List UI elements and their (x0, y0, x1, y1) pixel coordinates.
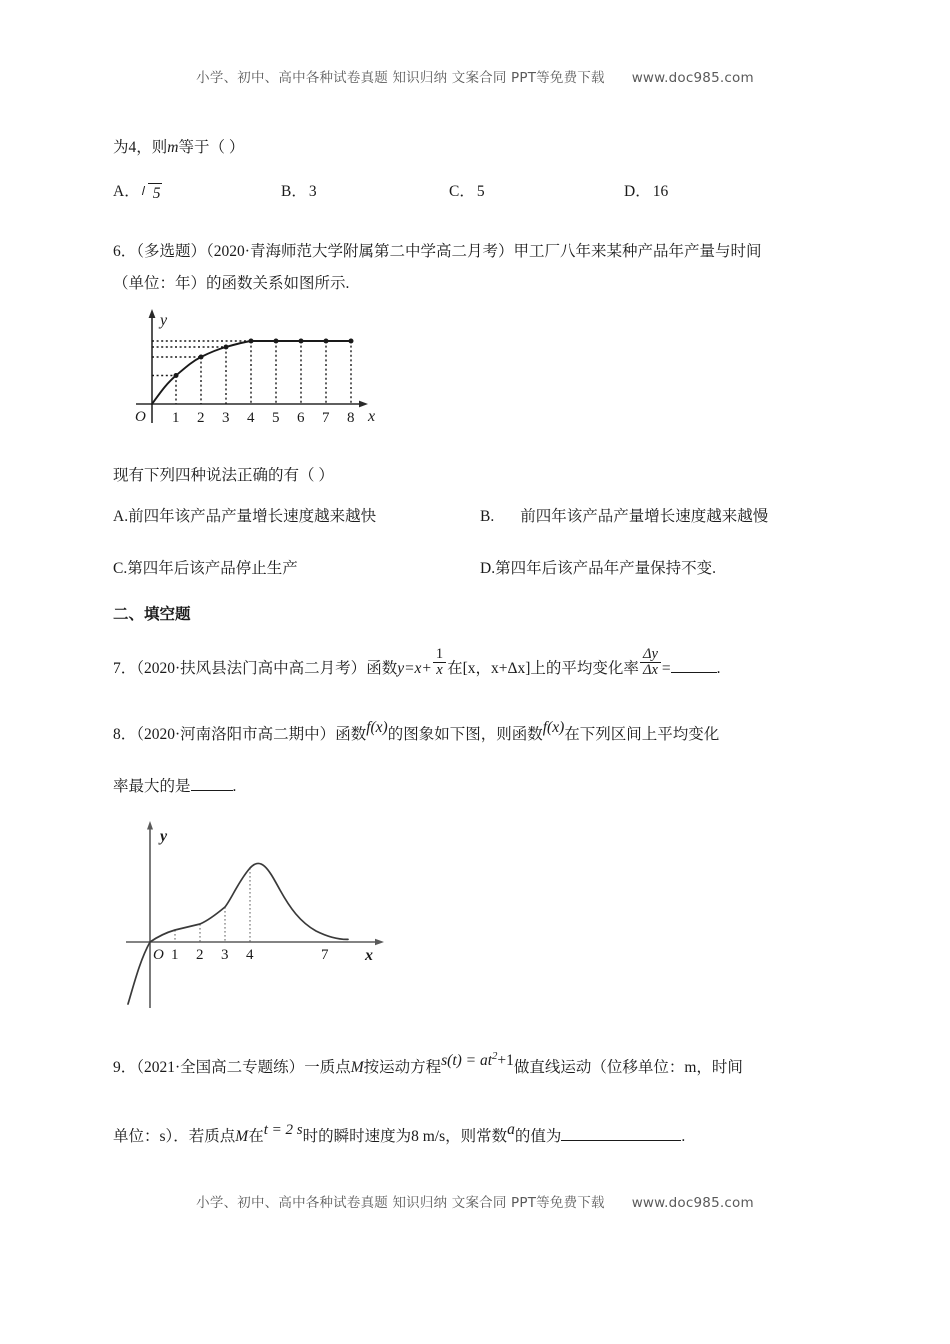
q9-text-2: 按运动方程 (363, 1059, 442, 1077)
q5-option-c-label: C． (449, 183, 475, 200)
q6-option-d-text: 第四年后该产品年产量保持不变. (495, 560, 716, 577)
q5-option-b-label: B． (281, 183, 307, 200)
q6-option-b-text: 前四年该产品产量增长速度越来越慢 (520, 508, 769, 525)
figure1-x-tick-5: 5 (272, 410, 280, 426)
q6-stem-1: 甲工厂八年来某种产品年产量与时间 (513, 243, 762, 260)
q9-text-1: 一质点 (304, 1059, 351, 1077)
q8-period: . (232, 778, 237, 795)
figure1-x-tick-3: 3 (222, 410, 230, 426)
figure1-x-tick-6: 6 (297, 410, 305, 426)
figure2-origin-label: O (153, 947, 164, 963)
q6-option-c-text: 第四年后该产品停止生产 (127, 560, 298, 577)
q5-option-d-label: D． (624, 183, 651, 200)
q5-option-a-label: A． (113, 183, 140, 200)
q7-function-lhs: y=x+ (397, 659, 432, 677)
q9-constant-a: a (507, 1120, 515, 1138)
question-8-stem-line-2 (113, 775, 236, 798)
q7-source: （2020·扶风县法门高中高二月考） (136, 659, 367, 677)
q9-particle-m-1: M (350, 1059, 364, 1077)
q6-number: 6． (113, 243, 137, 260)
q8-function-notation-2: f(x) (542, 718, 565, 736)
q9-text-4: 单位：s）．若质点 (113, 1128, 236, 1145)
q9-number: 9． (113, 1059, 137, 1077)
q9-text-7: 的值为 (514, 1128, 562, 1145)
figure1-origin-label: O (135, 409, 146, 425)
q7-period: . (716, 659, 721, 677)
sqrt-icon (142, 182, 163, 205)
q7-rate-denominator: Δx (640, 662, 661, 678)
q7-number: 7． (113, 659, 137, 677)
question-9-stem-line-2 (113, 1120, 686, 1149)
q5-option-c (449, 180, 624, 203)
q6-option-d-label: D. (480, 560, 496, 577)
q8-answer-blank[interactable] (191, 790, 233, 791)
q9-particle-m-2: M (235, 1128, 249, 1145)
q7-rate-numerator: Δy (642, 646, 658, 663)
q7-interval-text: 在[x，x+Δx]上的平均变化率 (447, 659, 639, 677)
q8-function-notation-1: f(x) (366, 718, 388, 736)
q9-equation-lhs: s(t) = at (441, 1051, 493, 1069)
q7-equals: = (661, 659, 671, 677)
q5-option-d-value: 16 (652, 183, 669, 200)
q5-option-a (113, 180, 281, 205)
q5-stem-post: 等于（ ） (178, 139, 245, 156)
figure2-x-tick-3: 3 (221, 947, 229, 963)
q8-text-3: 在下列区间上平均变化 (564, 726, 720, 743)
q9-equation-rhs: +1 (497, 1051, 514, 1069)
question-6-option-a (113, 505, 376, 528)
header-watermark-text: 小学、初中、高中各种试卷真题 知识归纳 文案合同 PPT等免费下载 (196, 70, 605, 86)
figure-fx-graph (120, 808, 410, 1018)
q6-source: （2020·青海师范大学附属第二中学高二月考） (206, 243, 514, 260)
q5-option-c-value: 5 (476, 183, 485, 200)
q6-option-a-text: 前四年该产品产量增长速度越来越快 (128, 508, 377, 525)
q5-stem-pre: 为4，则 (113, 139, 168, 156)
figure-production-vs-time (130, 305, 390, 440)
question-6-option-d (480, 557, 716, 580)
question-6-stem-line-2: （单位：年）的函数关系如图所示. (113, 275, 350, 292)
fraction-one-over-x (433, 647, 446, 679)
question-6-stem-line-1 (113, 240, 761, 263)
figure1-x-tick-7: 7 (322, 410, 330, 426)
figure2-x-tick-7: 7 (321, 947, 329, 963)
q9-text-3: 做直线运动（位移单位：m，时间 (513, 1059, 743, 1077)
figure2-x-tick-2: 2 (196, 947, 204, 963)
header-watermark (0, 66, 950, 86)
q9-time-condition: t = 2 s (263, 1121, 303, 1138)
q8-text-4: 率最大的是 (113, 778, 191, 795)
q6-option-c-label: C. (113, 560, 128, 577)
figure1-x-tick-1: 1 (172, 410, 180, 426)
figure1-x-axis-label: x (368, 408, 376, 425)
q5-option-d (624, 180, 668, 203)
q9-period: . (681, 1128, 686, 1145)
q5-option-b (281, 180, 449, 203)
question-6-option-c (113, 557, 298, 580)
figure1-x-tick-4: 4 (247, 410, 255, 426)
q9-motion-equation (441, 1049, 514, 1072)
q7-answer-blank[interactable] (671, 672, 717, 673)
q9-equation-exponent: 2 (492, 1050, 498, 1062)
figure1-x-tick-2: 2 (197, 410, 205, 426)
q5-option-b-value: 3 (308, 183, 317, 200)
q7-text-fn: 函数 (366, 659, 398, 677)
figure2-y-axis-label: y (160, 828, 168, 845)
q6-option-b-label: B. (480, 508, 495, 525)
figure2-x-tick-1: 1 (171, 947, 179, 963)
figure2-x-tick-4: 4 (246, 947, 254, 963)
footer-watermark-text: 小学、初中、高中各种试卷真题 知识归纳 文案合同 PPT等免费下载 (196, 1195, 605, 1211)
footer-watermark-url: www.doc985.com (631, 1195, 754, 1211)
question-6-option-b (480, 505, 768, 528)
section-heading-fill-in-blank: 二、填空题 (113, 606, 191, 623)
q5-option-a-value: 5 (152, 185, 161, 202)
figure1-x-tick-8: 8 (347, 410, 355, 426)
q8-source: （2020·河南洛阳市高二期中） (136, 726, 336, 743)
q8-text-2: 的图象如下图，则函数 (387, 726, 543, 743)
fraction-delta-y-over-delta-x (640, 647, 661, 679)
q7-frac-numerator: 1 (435, 646, 444, 663)
q6-multi-tag: （多选题） (136, 243, 207, 260)
question-9-stem-line-1 (113, 1050, 743, 1079)
q8-text-1: 函数 (335, 726, 367, 743)
q9-source: （2021·全国高二专题练） (136, 1059, 305, 1077)
figure2-x-axis-label: x (365, 947, 373, 964)
q7-frac-denominator: x (433, 662, 446, 678)
q6-option-a-label: A. (113, 508, 129, 525)
footer-watermark (0, 1191, 950, 1211)
question-5-stem-tail (113, 136, 244, 159)
question-7 (113, 646, 721, 684)
q8-number: 8． (113, 726, 137, 743)
q9-text-5: 在 (248, 1128, 264, 1145)
question-5-options (113, 180, 668, 205)
header-watermark-url: www.doc985.com (631, 70, 754, 86)
q9-answer-blank[interactable] (561, 1140, 681, 1141)
q9-text-6: 时的瞬时速度为8 m/s，则常数 (302, 1128, 508, 1145)
figure1-y-axis-label: y (160, 312, 168, 329)
question-8-stem-line-1 (113, 718, 720, 746)
question-6-prompt: 现有下列四种说法正确的有（ ） (113, 467, 334, 484)
q5-variable-m: m (167, 139, 179, 156)
